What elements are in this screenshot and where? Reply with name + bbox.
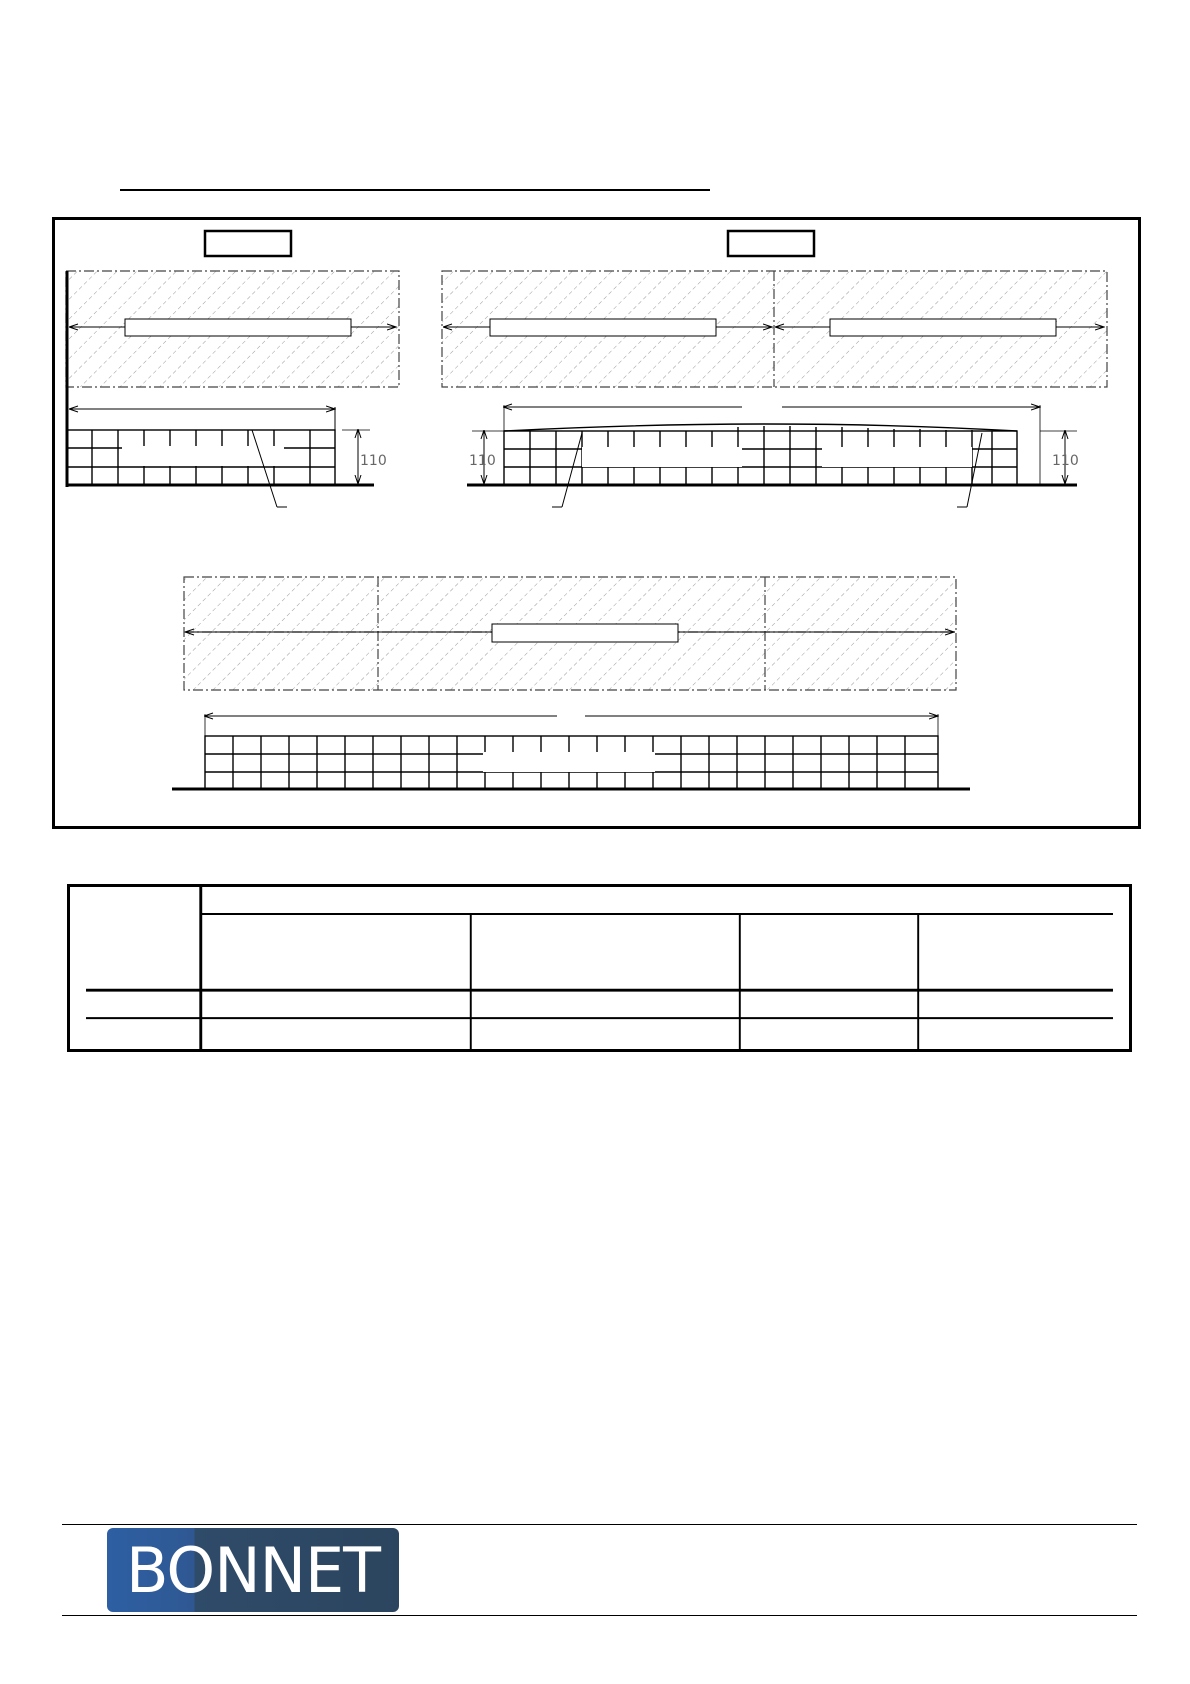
installation-drawing: [52, 217, 1141, 829]
section-view-right: [467, 401, 1079, 507]
plan-view-bottom: [184, 577, 956, 690]
height-dimension-mid-left: 110: [469, 453, 496, 469]
logo-text: BONNET: [125, 1533, 381, 1607]
plan-view-right: [442, 271, 1107, 387]
view-label-box-right: [728, 231, 814, 256]
section-view-left: [67, 407, 387, 507]
title-underline: [120, 189, 710, 191]
bonnet-logo: [107, 1528, 399, 1612]
height-dimension-right: 110: [1052, 453, 1079, 469]
view-label-box-left: [205, 231, 291, 256]
height-dimension-left: 110: [360, 453, 387, 469]
footer-rule-bottom: [62, 1615, 1137, 1616]
footer-rule-top: [62, 1524, 1137, 1525]
section-view-bottom: [172, 710, 970, 789]
spec-table: [67, 884, 1132, 1052]
